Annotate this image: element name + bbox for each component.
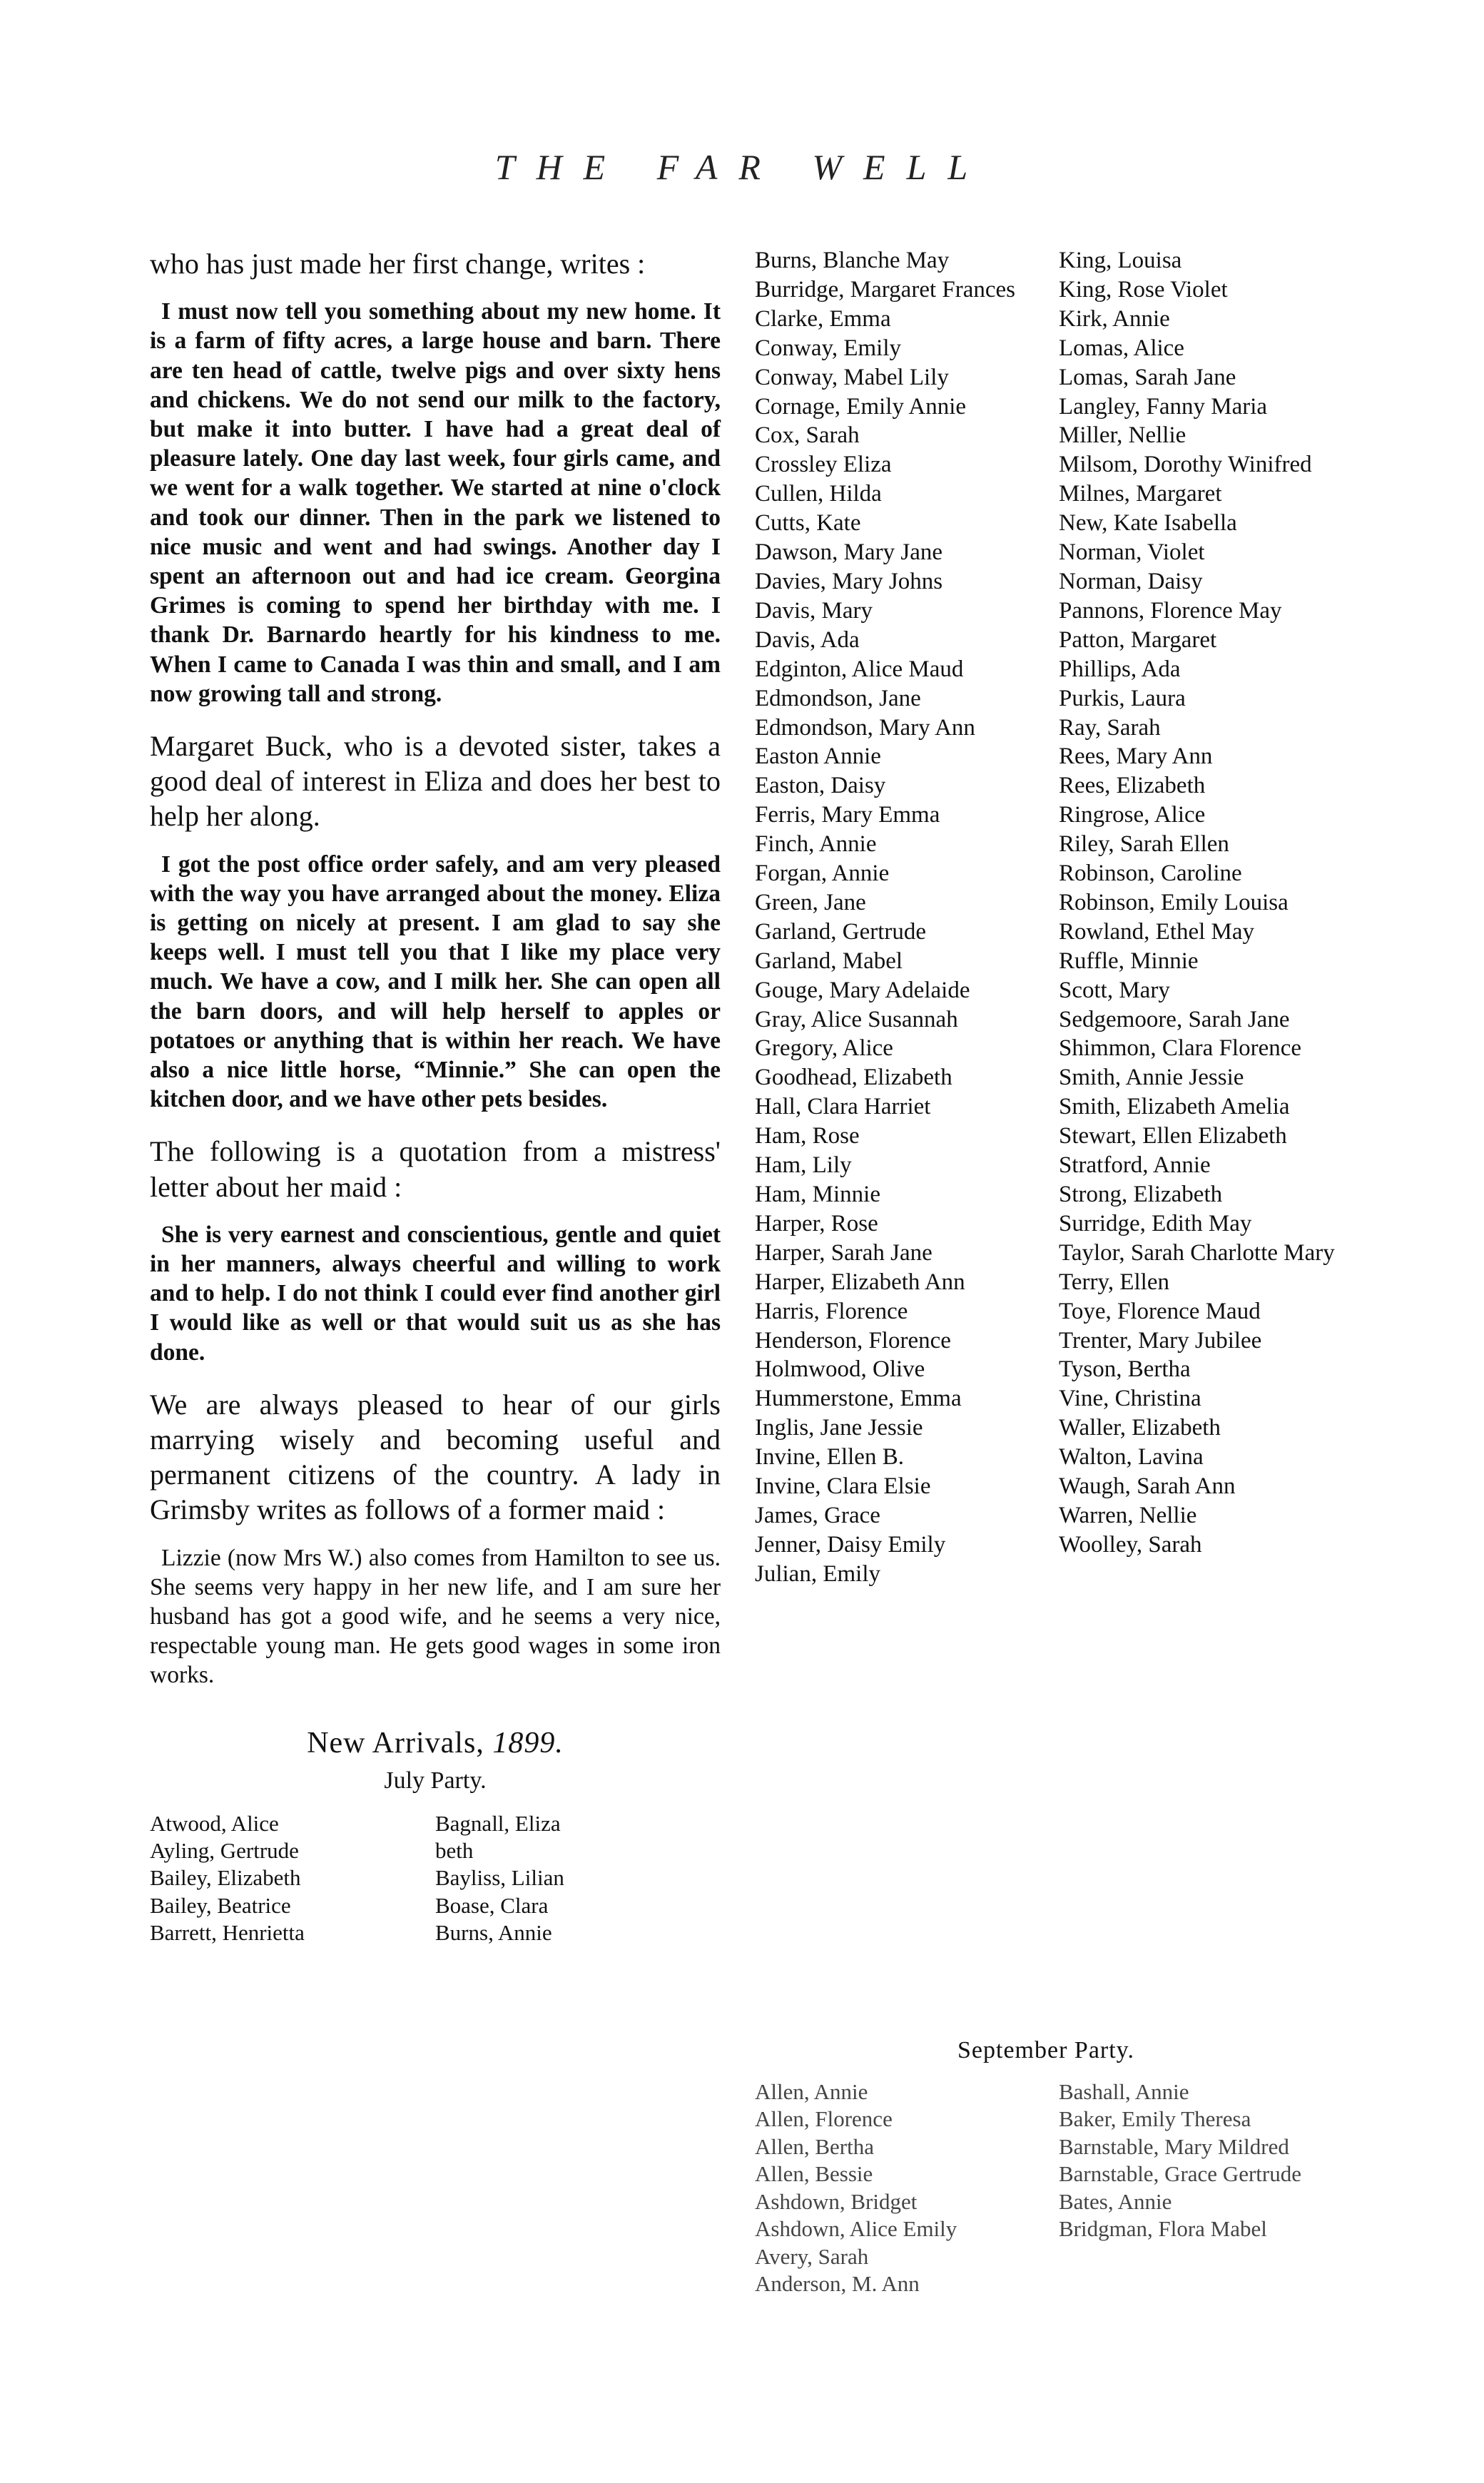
paragraph-lead: Margaret Buck, who is a devoted sister, takes a good deal of interest in Eliza and does her best to help her along. [150, 730, 721, 833]
list-item: Goodhead, Elizabeth [755, 1065, 952, 1091]
list-item: Easton, Daisy [755, 773, 886, 799]
list-item: Ray, Sarah [1059, 714, 1161, 741]
list-item: Bailey, Elizabeth [150, 1865, 301, 1891]
list-item: Bayliss, Lilian [435, 1865, 564, 1891]
new-arrivals-year: 1899. [492, 1726, 564, 1760]
list-item: Jenner, Daisy Emily [755, 1531, 946, 1558]
list-item: Burridge, Margaret Frances [755, 276, 1016, 303]
july-party-list [150, 1810, 721, 1947]
list-item: Trenter, Mary Jubilee [1059, 1327, 1262, 1354]
list-item: Riley, Sarah Ellen [1059, 831, 1229, 858]
september-party-list [755, 2078, 1337, 2298]
list-item: Allen, Bessie [755, 2161, 873, 2187]
list-item: Baker, Emily Theresa [1059, 2106, 1251, 2132]
list-item: Rees, Elizabeth [1059, 773, 1206, 799]
list-item: Lomas, Sarah Jane [1059, 364, 1236, 390]
list-item: Milsom, Dorothy Winifred [1059, 452, 1312, 478]
list-item: Edginton, Alice Maud [755, 656, 964, 682]
list-item: Taylor, Sarah Charlotte Mary [1059, 1239, 1335, 1266]
list-item: Burns, Blanche May [755, 248, 950, 273]
list-item: Ferris, Mary Emma [755, 802, 940, 828]
letter-quote: I got the post office order safely, and am very pleased with the way you have arranged about the money. Eliza is getting on nicely at present. I am glad to say she keeps well. I must tell you that I like my place very much. We have a cow, and I milk her. She can open all the barn doors, and will help herself to apples or potatoes or anything that is within her reach. We have also a nice little horse, “Minnie.” She can open the kitchen door, and we have other pets besides. [150, 850, 721, 1113]
list-item: Holmwood, Olive [755, 1356, 925, 1383]
list-item: Gray, Alice Susannah [755, 1006, 958, 1032]
list-item: Rowland, Ethel May [1059, 918, 1255, 945]
list-item: Finch, Annie [755, 831, 877, 858]
list-item: Harris, Florence [755, 1298, 908, 1324]
list-item: Ruffle, Minnie [1059, 948, 1199, 974]
list-item: Harper, Rose [755, 1210, 878, 1237]
july-party-right [435, 1810, 721, 1947]
column-names-b [1059, 246, 1337, 1560]
list-item: Purkis, Laura [1059, 685, 1186, 711]
list-item: Stewart, Ellen Elizabeth [1059, 1123, 1287, 1149]
july-party-left [150, 1810, 435, 1947]
list-item: Harper, Elizabeth Ann [755, 1269, 965, 1295]
list-item: Harper, Sarah Jane [755, 1239, 932, 1266]
new-arrivals-title: New Arrivals, [307, 1726, 484, 1760]
column-articles [150, 246, 721, 1947]
list-item: Norman, Violet [1059, 539, 1205, 566]
list-item: Gregory, Alice [755, 1035, 893, 1062]
list-item: Invine, Clara Elsie [755, 1473, 931, 1500]
july-party-heading: July Party. [384, 1767, 487, 1794]
list-item: Rees, Mary Ann [1059, 743, 1213, 770]
list-item: King, Louisa [1059, 248, 1182, 273]
list-item: Shimmon, Clara Florence [1059, 1035, 1302, 1062]
list-item: Sedgemoore, Sarah Jane [1059, 1006, 1290, 1032]
list-item: Smith, Annie Jessie [1059, 1065, 1244, 1091]
list-item: Edmondson, Jane [755, 685, 921, 711]
list-item: Garland, Gertrude [755, 918, 927, 945]
paragraph-lead: The following is a quotation from a mistress' letter about her maid : [150, 1135, 721, 1203]
list-item: Lomas, Alice [1059, 335, 1184, 361]
list-item: Waugh, Sarah Ann [1059, 1473, 1236, 1500]
list-item: Barnstable, Mary Mildred [1059, 2133, 1289, 2159]
list-item: Warren, Nellie [1059, 1502, 1197, 1528]
list-item: Patton, Margaret [1059, 626, 1217, 653]
list-item: Avery, Sarah [755, 2243, 869, 2269]
list-item: Julian, Emily [755, 1560, 880, 1587]
list-item: Bailey, Beatrice [150, 1892, 291, 1918]
list-item: Anderson, M. Ann [755, 2271, 920, 2297]
list-item: Walton, Lavina [1059, 1444, 1204, 1471]
list-item: Ham, Lily [755, 1152, 852, 1179]
list-item: James, Grace [755, 1502, 880, 1528]
list-item: Stratford, Annie [1059, 1152, 1211, 1179]
list-item: Milnes, Margaret [1059, 481, 1222, 507]
list-item: Dawson, Mary Jane [755, 539, 943, 566]
list-item: New, Kate Isabella [1059, 510, 1237, 537]
list-item: Cullen, Hilda [755, 481, 882, 507]
list-item: Smith, Elizabeth Amelia [1059, 1094, 1290, 1120]
new-arrivals-heading [150, 1726, 721, 1760]
list-item: Woolley, Sarah [1059, 1531, 1202, 1558]
list-item: Barrett, Henrietta [150, 1920, 305, 1946]
list-item: Allen, Bertha [755, 2133, 875, 2159]
list-item: Strong, Elizabeth [1059, 1182, 1223, 1207]
list-item: Easton Annie [755, 743, 881, 770]
list-item: Allen, Annie [755, 2079, 868, 2104]
list-item: Atwood, Alice [150, 1810, 279, 1836]
list-item: Green, Jane [755, 889, 866, 915]
september-party-right [1059, 2078, 1337, 2298]
list-item: King, Rose Violet [1059, 276, 1228, 303]
list-item: Ayling, Gertrude [150, 1838, 299, 1864]
list-item: Davis, Mary [755, 597, 873, 624]
list-item: Hummerstone, Emma [755, 1386, 962, 1412]
list-item: Forgan, Annie [755, 860, 890, 887]
list-item: Vine, Christina [1059, 1386, 1201, 1412]
september-party-heading: September Party. [957, 2037, 1134, 2063]
list-item: Garland, Mabel [755, 948, 903, 974]
list-item: Invine, Ellen B. [755, 1444, 904, 1471]
list-item: beth [435, 1838, 474, 1864]
list-item: Crossley Eliza [755, 452, 892, 478]
list-item: Bashall, Annie [1059, 2079, 1189, 2104]
list-item: Henderson, Florence [755, 1327, 951, 1354]
running-header: THE FAR WELL [494, 147, 990, 187]
list-item: Bates, Annie [1059, 2188, 1172, 2214]
paragraph-lead: We are always pleased to hear of our girls marrying wisely and becoming useful and permanent citizens of the country. A lady in Grimsby writes as follows of a former maid : [150, 1388, 721, 1526]
letter-quote: Lizzie (now Mrs W.) also comes from Hamilton to see us. She seems very happy in her new life, and I am sure her husband has got a good wife, and he seems a very nice, respectable young man. He gets good wages in some iron works. [150, 1544, 721, 1689]
list-item: Terry, Ellen [1059, 1269, 1169, 1295]
september-party-left [755, 2078, 1059, 2298]
list-item: Cutts, Kate [755, 510, 861, 537]
list-item: Scott, Mary [1059, 977, 1170, 1003]
list-item: Ringrose, Alice [1059, 802, 1206, 828]
letter-quote: I must now tell you something about my new home. It is a farm of fifty acres, a large house and barn. There are ten head of cattle, twelve pigs and over sixty hens and chickens. We do not send our milk to the factory, but make it into butter. I have had a great deal of pleasure lately. One day last week, four girls came, and we went for a walk together. We started at nine o'clock and took our dinner. Then in the park we listened to nice music and went and had swings. Another day I spent an afternoon out and had ice cream. Georgina Grimes is coming to spend her birthday with me. I thank Dr. Barnardo heartly for his kindness to me. When I came to Canada I was thin and small, and I am now growing tall and strong. [150, 298, 721, 707]
list-item: Edmondson, Mary Ann [755, 714, 975, 741]
list-item: Inglis, Jane Jessie [755, 1415, 923, 1441]
column-names-a [755, 246, 1026, 1589]
list-item: Allen, Florence [755, 2106, 893, 2132]
list-item: Ham, Rose [755, 1123, 860, 1149]
list-item: Langley, Fanny Maria [1059, 393, 1268, 420]
list-item: Miller, Nellie [1059, 422, 1186, 449]
list-item: Norman, Daisy [1059, 568, 1203, 594]
list-item: Ashdown, Bridget [755, 2188, 918, 2214]
list-item: Robinson, Caroline [1059, 860, 1242, 887]
list-item: Bridgman, Flora Mabel [1059, 2216, 1267, 2242]
list-item: Ham, Minnie [755, 1182, 880, 1207]
list-item: Boase, Clara [435, 1892, 549, 1918]
list-item: Hall, Clara Harriet [755, 1094, 931, 1120]
list-item: Clarke, Emma [755, 305, 891, 332]
list-item: Gouge, Mary Adelaide [755, 977, 970, 1003]
list-item: Davies, Mary Johns [755, 568, 943, 594]
september-party-section [755, 2037, 1337, 2298]
list-item: Tyson, Bertha [1059, 1356, 1191, 1383]
list-item: Phillips, Ada [1059, 656, 1181, 682]
list-item: Bagnall, Eliza [435, 1810, 561, 1836]
list-item: Kirk, Annie [1059, 305, 1170, 332]
list-item: Cox, Sarah [755, 422, 860, 449]
paragraph-lead: who has just made her first change, writes : [150, 248, 646, 280]
list-item: Conway, Mabel Lily [755, 364, 949, 390]
list-item: Surridge, Edith May [1059, 1210, 1252, 1237]
list-item: Burns, Annie [435, 1920, 552, 1946]
letter-quote: She is very earnest and conscientious, gentle and quiet in her manners, always cheerful and willing to work and to help. I do not think I could ever find another girl I would like as well or that would suit us as she has done. [150, 1221, 721, 1366]
list-item: Waller, Elizabeth [1059, 1415, 1221, 1441]
list-item: Davis, Ada [755, 626, 860, 653]
list-item: Barnstable, Grace Gertrude [1059, 2161, 1301, 2187]
list-item: Ashdown, Alice Emily [755, 2216, 957, 2242]
list-item: Toye, Florence Maud [1059, 1298, 1261, 1324]
list-item: Robinson, Emily Louisa [1059, 889, 1289, 915]
list-item: Pannons, Florence May [1059, 597, 1282, 624]
list-item: Conway, Emily [755, 335, 902, 361]
list-item: Cornage, Emily Annie [755, 393, 967, 420]
